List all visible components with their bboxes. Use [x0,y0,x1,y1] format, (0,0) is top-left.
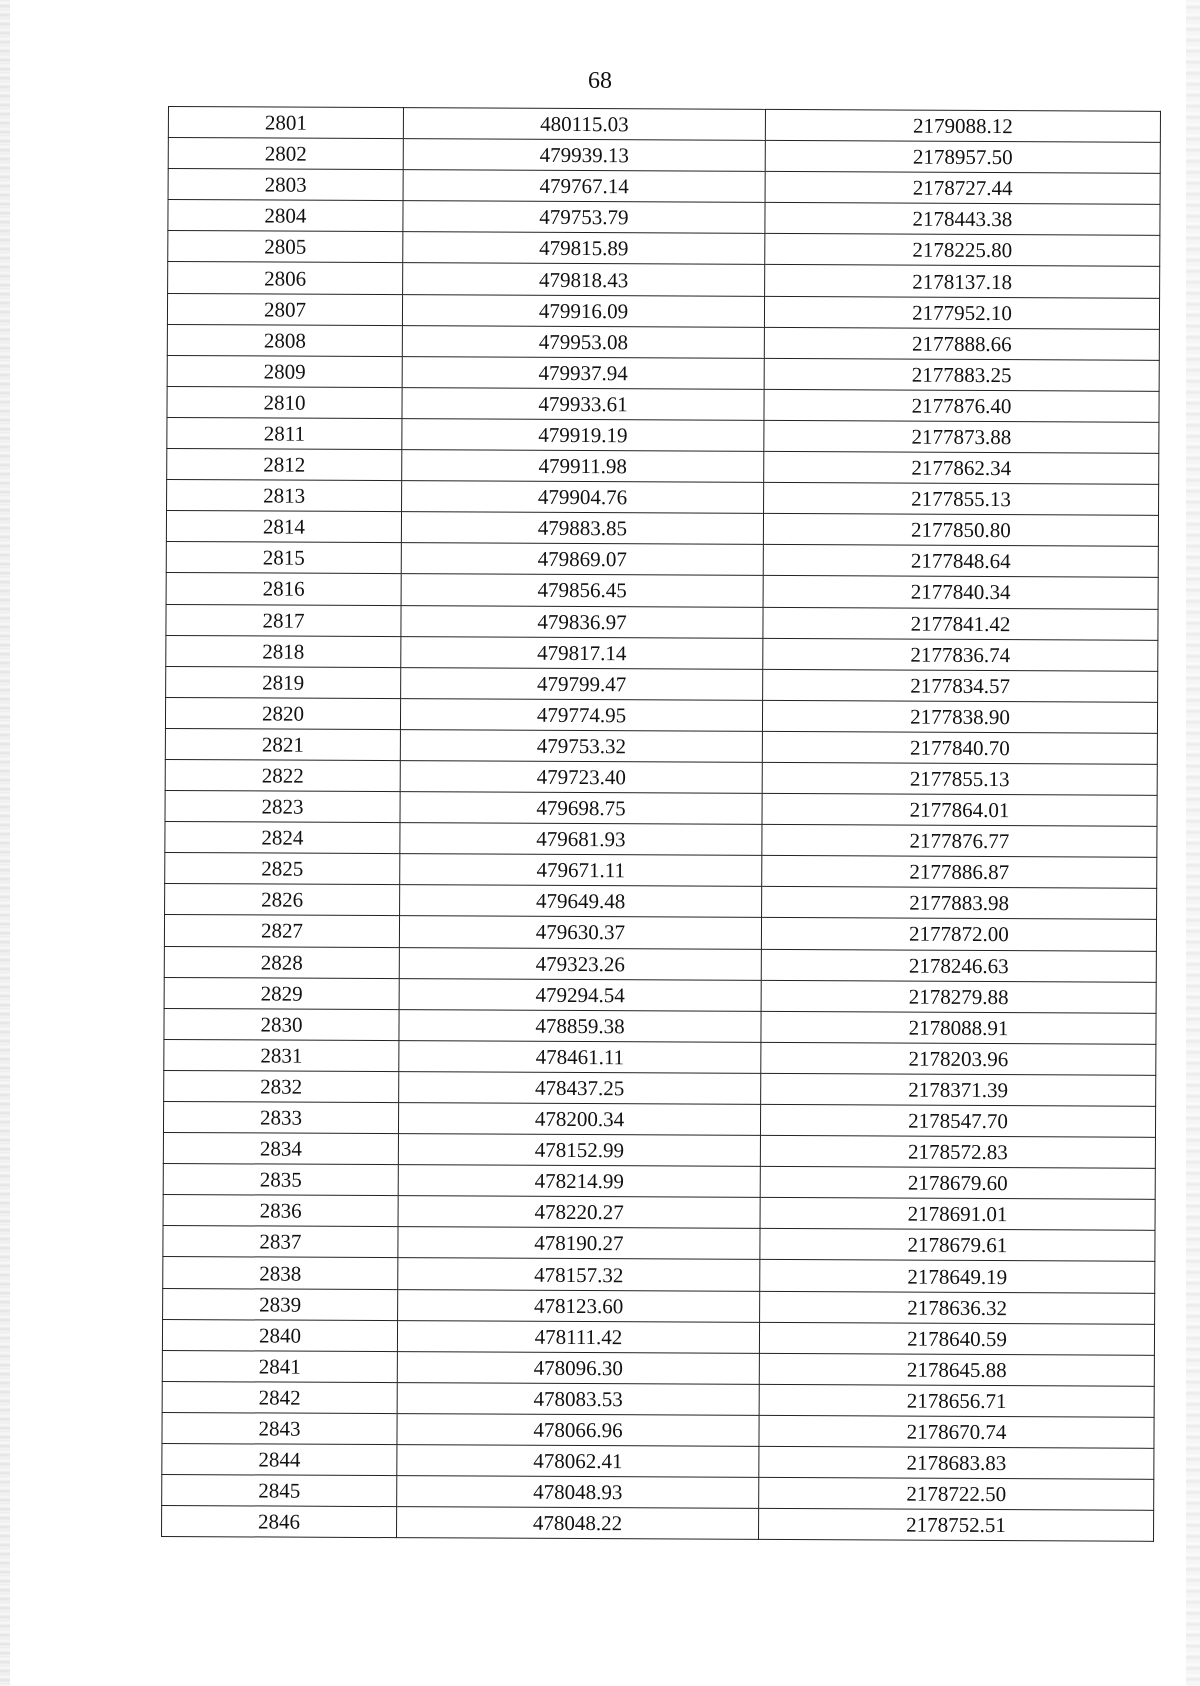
y-coordinate-cell: 2177841.42 [763,607,1158,640]
x-coordinate-cell: 478111.42 [397,1320,759,1353]
y-coordinate-cell: 2178443.38 [765,203,1160,236]
x-coordinate-cell: 479869.07 [401,543,763,576]
point-id-cell: 2837 [163,1226,398,1258]
point-id-cell: 2806 [168,262,403,294]
y-coordinate-cell: 2177848.64 [763,545,1158,578]
x-coordinate-cell: 479836.97 [401,605,763,638]
x-coordinate-cell: 478123.60 [398,1289,760,1322]
point-id-cell: 2831 [164,1039,399,1071]
x-coordinate-cell: 479681.93 [400,823,762,856]
point-id-cell: 2811 [167,417,402,449]
x-coordinate-cell: 478200.34 [398,1103,760,1136]
table-row [165,791,1157,827]
table-row [166,666,1158,702]
point-id-cell: 2817 [166,604,401,636]
y-coordinate-cell: 2178279.88 [761,980,1156,1013]
point-id-cell: 2818 [166,635,401,667]
x-coordinate-cell: 478152.99 [398,1134,760,1167]
point-id-cell: 2802 [168,138,403,170]
x-coordinate-cell: 478083.53 [397,1382,759,1415]
y-coordinate-cell: 2178572.83 [760,1136,1155,1169]
table-row [167,355,1159,391]
table-row [165,884,1157,920]
point-id-cell: 2813 [167,480,402,512]
y-coordinate-cell: 2177876.40 [764,389,1159,422]
point-id-cell: 2822 [165,759,400,791]
coordinate-table [161,106,1161,1542]
y-coordinate-cell: 2178691.01 [760,1198,1155,1231]
table-row [167,449,1159,485]
x-coordinate-cell: 478062.41 [397,1445,759,1478]
point-id-cell: 2823 [165,791,400,823]
y-coordinate-cell: 2178683.83 [759,1446,1154,1479]
x-coordinate-cell: 479883.85 [401,512,763,545]
table-row [164,1008,1156,1044]
point-id-cell: 2807 [167,293,402,325]
point-id-cell: 2809 [167,355,402,387]
table-row [167,417,1159,453]
x-coordinate-cell: 479911.98 [402,450,764,483]
point-id-cell: 2804 [168,200,403,232]
point-id-cell: 2821 [165,728,400,760]
y-coordinate-cell: 2178752.51 [759,1509,1154,1542]
table-row [167,480,1159,516]
point-id-cell: 2825 [165,853,400,885]
y-coordinate-cell: 2178547.70 [760,1104,1155,1137]
point-id-cell: 2829 [164,977,399,1009]
table-row [162,1412,1154,1448]
y-coordinate-cell: 2178679.61 [760,1229,1155,1262]
table-row [166,573,1158,609]
point-id-cell: 2805 [168,231,403,263]
y-coordinate-cell: 2177888.66 [764,327,1159,360]
x-coordinate-cell: 479937.94 [402,356,764,389]
x-coordinate-cell: 479799.47 [401,667,763,700]
x-coordinate-cell: 479723.40 [400,761,762,794]
y-coordinate-cell: 2177855.13 [764,483,1159,516]
table-row [167,324,1159,360]
y-coordinate-cell: 2178645.88 [759,1353,1154,1386]
x-coordinate-cell: 479953.08 [402,325,764,358]
table-row [168,231,1160,267]
table-row [162,1350,1154,1386]
y-coordinate-cell: 2177864.01 [762,793,1157,826]
y-coordinate-cell: 2178670.74 [759,1415,1154,1448]
table-row [166,542,1158,578]
point-id-cell: 2812 [167,449,402,481]
point-id-cell: 2834 [163,1133,398,1165]
table-row [163,1288,1155,1324]
x-coordinate-cell: 479904.76 [402,481,764,514]
table-row [162,1475,1154,1511]
table-row [166,604,1158,640]
coordinate-table-body [162,107,1161,1542]
y-coordinate-cell: 2177883.25 [764,358,1159,391]
scan-edge-right [1186,0,1200,1686]
y-coordinate-cell: 2177850.80 [763,514,1158,547]
point-id-cell: 2824 [165,822,400,854]
y-coordinate-cell: 2177840.34 [763,576,1158,609]
y-coordinate-cell: 2178722.50 [759,1478,1154,1511]
table-row [168,107,1160,143]
x-coordinate-cell: 479767.14 [403,170,765,203]
table-row [166,511,1158,547]
page-number: 68 [588,68,612,94]
table-row [163,1101,1155,1137]
table-row [164,915,1156,951]
point-id-cell: 2845 [162,1475,397,1507]
table-row [163,1195,1155,1231]
point-id-cell: 2840 [162,1319,397,1351]
y-coordinate-cell: 2177836.74 [763,638,1158,671]
y-coordinate-cell: 2177886.87 [762,856,1157,889]
table-row [165,697,1157,733]
point-id-cell: 2839 [163,1288,398,1320]
point-id-cell: 2838 [163,1257,398,1289]
point-id-cell: 2846 [162,1506,397,1538]
y-coordinate-cell: 2177952.10 [764,296,1159,329]
x-coordinate-cell: 479933.61 [402,387,764,420]
x-coordinate-cell: 479939.13 [403,139,765,172]
table-row [164,946,1156,982]
x-coordinate-cell: 479856.45 [401,574,763,607]
x-coordinate-cell: 479753.32 [400,730,762,763]
y-coordinate-cell: 2178225.80 [765,234,1160,267]
point-id-cell: 2801 [168,107,403,139]
x-coordinate-cell: 479919.19 [402,419,764,452]
x-coordinate-cell: 478190.27 [398,1227,760,1260]
x-coordinate-cell: 479774.95 [400,698,762,731]
x-coordinate-cell: 478220.27 [398,1196,760,1229]
table-row [164,1070,1156,1106]
table-row [167,386,1159,422]
x-coordinate-cell: 478461.11 [399,1040,761,1073]
y-coordinate-cell: 2177840.70 [762,731,1157,764]
point-id-cell: 2828 [164,946,399,978]
x-coordinate-cell: 479323.26 [399,947,761,980]
table-row [165,853,1157,889]
table-row [166,635,1158,671]
x-coordinate-cell: 478048.93 [397,1476,759,1509]
y-coordinate-cell: 2178727.44 [765,172,1160,205]
x-coordinate-cell: 478214.99 [398,1165,760,1198]
table-row [163,1226,1155,1262]
x-coordinate-cell: 478157.32 [398,1258,760,1291]
x-coordinate-cell: 478096.30 [397,1351,759,1384]
point-id-cell: 2816 [166,573,401,605]
x-coordinate-cell: 479698.75 [400,792,762,825]
y-coordinate-cell: 2177872.00 [761,918,1156,951]
x-coordinate-cell: 479818.43 [403,263,765,296]
point-id-cell: 2815 [166,542,401,574]
x-coordinate-cell: 479294.54 [399,978,761,1011]
y-coordinate-cell: 2177862.34 [764,451,1159,484]
point-id-cell: 2841 [162,1350,397,1382]
table-row [164,1039,1156,1075]
y-coordinate-cell: 2178649.19 [760,1260,1155,1293]
x-coordinate-cell: 479817.14 [401,636,763,669]
table-row [165,728,1157,764]
point-id-cell: 2814 [166,511,401,543]
y-coordinate-cell: 2177873.88 [764,420,1159,453]
table-row [164,977,1156,1013]
table-row [162,1506,1154,1542]
x-coordinate-cell: 478066.96 [397,1414,759,1447]
point-id-cell: 2810 [167,386,402,418]
point-id-cell: 2826 [165,884,400,916]
x-coordinate-cell: 479630.37 [399,916,761,949]
x-coordinate-cell: 479671.11 [400,854,762,887]
y-coordinate-cell: 2178636.32 [760,1291,1155,1324]
y-coordinate-cell: 2177834.57 [763,669,1158,702]
point-id-cell: 2819 [166,666,401,698]
point-id-cell: 2803 [168,169,403,201]
x-coordinate-cell: 479815.89 [403,232,765,265]
table-row [162,1319,1154,1355]
point-id-cell: 2832 [164,1070,399,1102]
table-row [163,1133,1155,1169]
table-row [165,822,1157,858]
point-id-cell: 2830 [164,1008,399,1040]
point-id-cell: 2844 [162,1444,397,1476]
y-coordinate-cell: 2178137.18 [765,265,1160,298]
point-id-cell: 2827 [164,915,399,947]
table-row [165,759,1157,795]
x-coordinate-cell: 479753.79 [403,201,765,234]
y-coordinate-cell: 2178371.39 [761,1073,1156,1106]
y-coordinate-cell: 2178957.50 [765,141,1160,174]
x-coordinate-cell: 480115.03 [403,108,765,141]
y-coordinate-cell: 2179088.12 [765,109,1160,142]
table-row [168,262,1160,298]
table-row [163,1164,1155,1200]
x-coordinate-cell: 478859.38 [399,1009,761,1042]
table-row [162,1444,1154,1480]
x-coordinate-cell: 478048.22 [397,1507,759,1540]
y-coordinate-cell: 2177838.90 [762,700,1157,733]
point-id-cell: 2843 [162,1412,397,1444]
y-coordinate-cell: 2177883.98 [762,887,1157,920]
scan-edge-left [0,0,10,1686]
table-row [167,293,1159,329]
y-coordinate-cell: 2178246.63 [761,949,1156,982]
y-coordinate-cell: 2178679.60 [760,1167,1155,1200]
y-coordinate-cell: 2178203.96 [761,1042,1156,1075]
y-coordinate-cell: 2178640.59 [759,1322,1154,1355]
table-row [162,1381,1154,1417]
table-row [168,138,1160,174]
point-id-cell: 2820 [165,697,400,729]
point-id-cell: 2842 [162,1381,397,1413]
table-row [168,169,1160,205]
point-id-cell: 2808 [167,324,402,356]
point-id-cell: 2836 [163,1195,398,1227]
point-id-cell: 2835 [163,1164,398,1196]
y-coordinate-cell: 2177876.77 [762,825,1157,858]
y-coordinate-cell: 2178088.91 [761,1011,1156,1044]
table-row [168,200,1160,236]
x-coordinate-cell: 479916.09 [402,294,764,327]
point-id-cell: 2833 [163,1101,398,1133]
x-coordinate-cell: 479649.48 [400,885,762,918]
x-coordinate-cell: 478437.25 [399,1072,761,1105]
y-coordinate-cell: 2177855.13 [762,762,1157,795]
y-coordinate-cell: 2178656.71 [759,1384,1154,1417]
table-row [163,1257,1155,1293]
